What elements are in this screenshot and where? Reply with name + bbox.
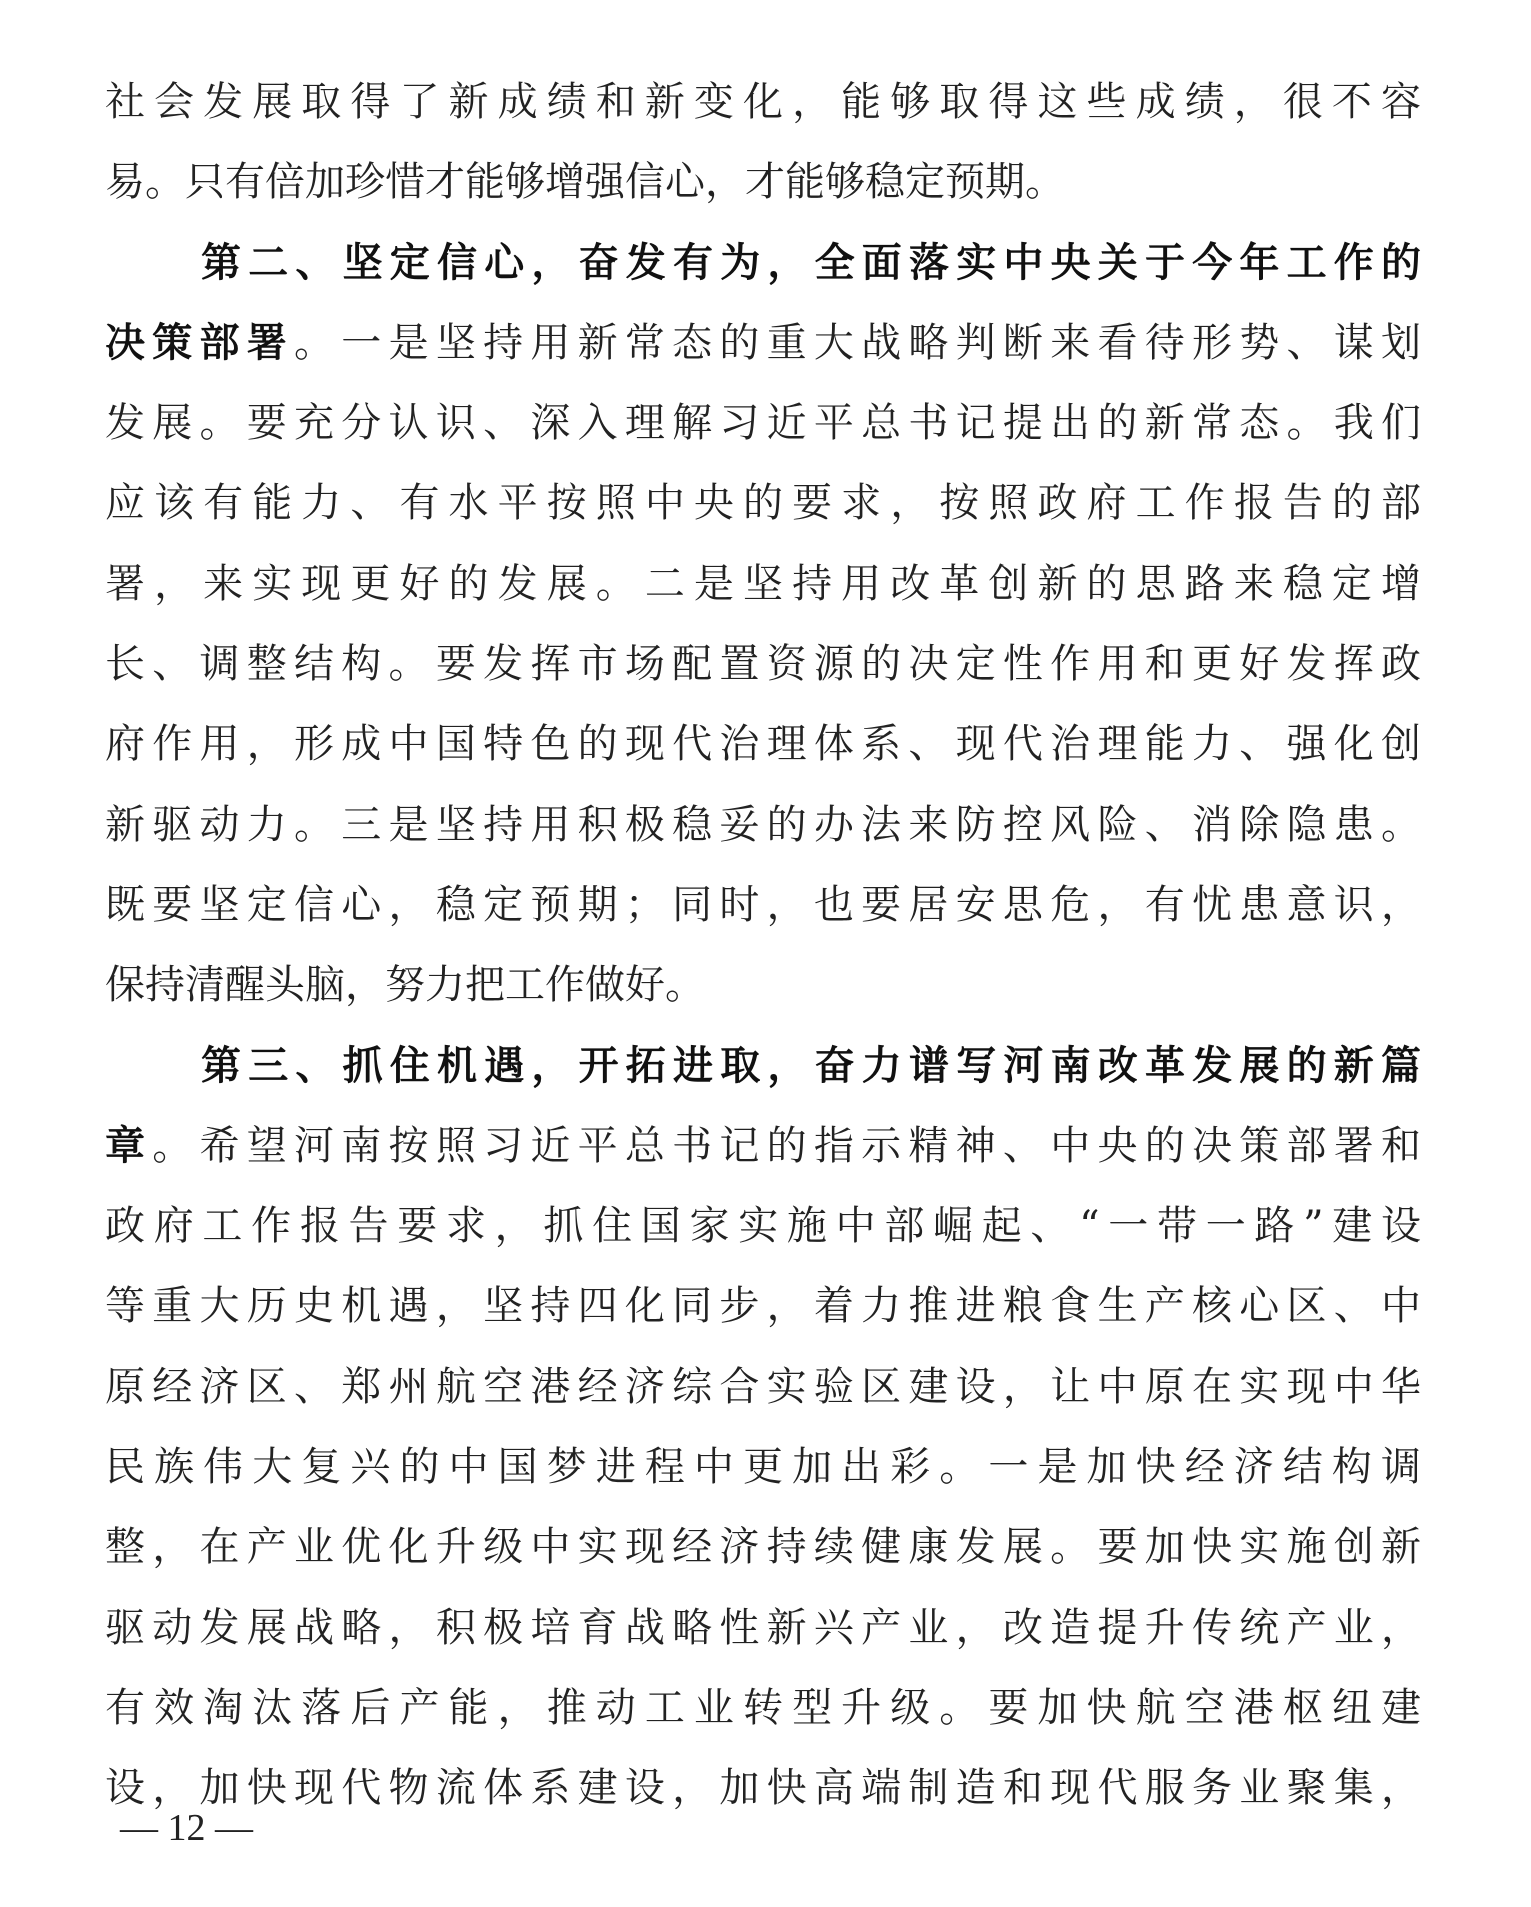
body-text: 署，来实现更好的发展。二是坚持用改革创新的思路来稳定增: [105, 560, 1421, 607]
text-line: [105, 303, 1421, 383]
section-heading: 第三、抓住机遇，开拓进取，奋力谱写河南改革发展的新篇: [201, 1041, 1421, 1089]
text-line: [105, 223, 1421, 303]
text-line: [105, 1266, 1421, 1346]
text-line: [105, 624, 1421, 704]
section-heading: 第二、坚定信心，奋发有为，全面落实中央关于今年工作的: [201, 238, 1421, 286]
body-text: 。一是坚持用新常态的重大战略判断来看待形势、谋划: [294, 319, 1421, 366]
text-line: [105, 383, 1421, 463]
page-number: — 12 —: [120, 1807, 253, 1849]
body-text: 等重大历史机遇，坚持四化同步，着力推进粮食生产核心区、中: [105, 1283, 1421, 1330]
text-line: [105, 1347, 1421, 1427]
body-text: 易。只有倍加珍惜才能够增强信心，才能够稳定预期。: [105, 159, 1065, 206]
text-line: [105, 1748, 1421, 1828]
text-line: [105, 1186, 1421, 1266]
body-text: 有效淘汰落后产能，推动工业转型升级。要加快航空港枢纽建: [105, 1684, 1421, 1731]
text-line: [105, 62, 1421, 142]
body-text: 社会发展取得了新成绩和新变化，能够取得这些成绩，很不容: [105, 79, 1421, 125]
section-heading: 章: [105, 1121, 153, 1169]
body-text: 府作用，形成中国特色的现代治理体系、现代治理能力、强化创: [105, 721, 1421, 768]
body-text: 民族伟大复兴的中国梦进程中更加出彩。一是加快经济结构调: [105, 1444, 1421, 1491]
text-line: [105, 463, 1421, 543]
body-text: 应该有能力、有水平按照中央的要求，按照政府工作报告的部: [105, 480, 1421, 527]
body-text: 设，加快现代物流体系建设，加快高端制造和现代服务业聚集，: [105, 1765, 1421, 1812]
text-line: [105, 1507, 1421, 1587]
text-line: [105, 1026, 1421, 1106]
text-line: [105, 1427, 1421, 1507]
text-line: [105, 704, 1421, 784]
text-line: [105, 785, 1421, 865]
body-text: 保持清醒头脑，努力把工作做好。: [105, 962, 705, 1009]
body-text: 原经济区、郑州航空港经济综合实验区建设，让中原在实现中华: [105, 1363, 1421, 1410]
text-line: [105, 945, 1421, 1025]
text-line: [105, 1588, 1421, 1668]
body-text: 政府工作报告要求，抓住国家实施中部崛起、“一带一路”建设: [105, 1203, 1421, 1250]
text-line: [105, 865, 1421, 945]
text-line: [105, 1668, 1421, 1748]
body-text: 新驱动力。三是坚持用积极稳妥的办法来防控风险、消除隐患。: [105, 801, 1421, 848]
text-line: [105, 142, 1421, 222]
body-text: 长、调整结构。要发挥市场配置资源的决定性作用和更好发挥政: [105, 641, 1421, 688]
body-text: 整，在产业优化升级中实现经济持续健康发展。要加快实施创新: [105, 1524, 1421, 1571]
text-line: [105, 1106, 1421, 1186]
body-text: 驱动发展战略，积极培育战略性新兴产业，改造提升传统产业，: [105, 1604, 1421, 1651]
body-text: 。希望河南按照习近平总书记的指示精神、中央的决策部署和: [152, 1122, 1421, 1169]
document-body: [105, 62, 1421, 1829]
text-line: [105, 544, 1421, 624]
body-text: 发展。要充分认识、深入理解习近平总书记提出的新常态。我们: [105, 400, 1421, 447]
section-heading: 决策部署: [105, 318, 295, 366]
body-text: 既要坚定信心，稳定预期；同时，也要居安思危，有忧患意识，: [105, 881, 1421, 928]
